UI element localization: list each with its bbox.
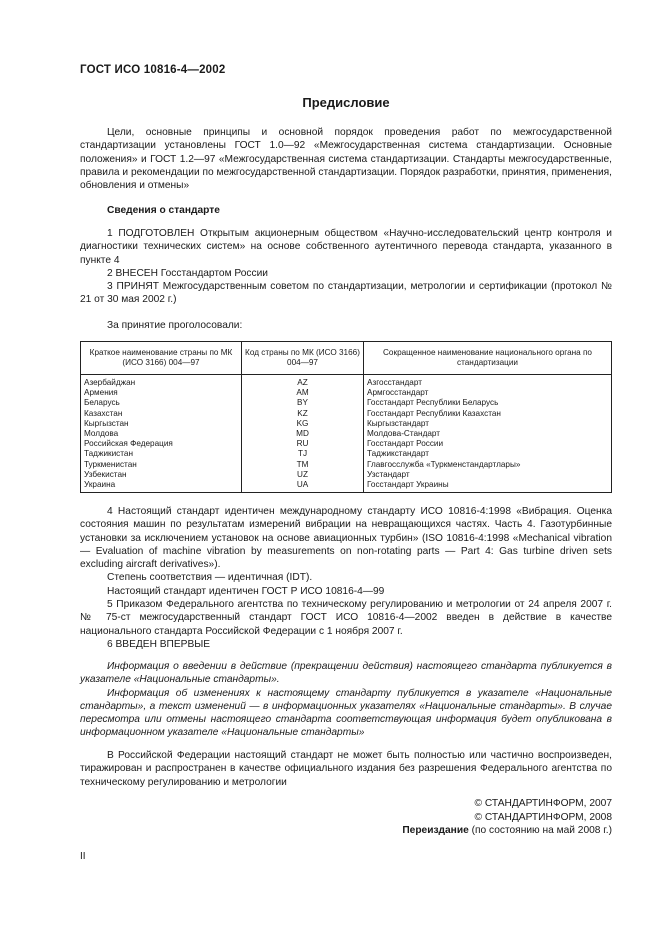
info-items-b [80,505,612,651]
standards-body: Госстандарт Украины [364,480,612,493]
standards-body: Таджикстандарт [364,449,612,459]
table-row [81,375,612,389]
standards-body: Госстандарт Республики Казахстан [364,409,612,419]
country-code: MD [242,429,364,439]
standards-body: Узстандарт [364,470,612,480]
table-row [81,419,612,429]
voted-section [80,319,612,332]
reissue-line [402,824,612,838]
info-heading: Сведения о стандарте [107,205,220,216]
intro-section [80,126,612,192]
standards-body: Кыргызстандарт [364,419,612,429]
voted-label: За принятие проголосовали: [107,320,243,331]
country-code: UA [242,480,364,493]
info-item-6: 6 ВВЕДЕН ВПЕРВЫЕ [107,638,211,650]
header-code: Код страны по МК (ИСО 3166) 004—97 [242,342,364,375]
copyright-2007: © СТАНДАРТИНФОРМ, 2007 [474,798,612,809]
note-introduction: Информация о введении в действие (прекращении действия) настоящего стандарта публикуется в указателе «Национальные стандарты». [80,661,612,686]
rf-note: В Российской Федерации настоящий стандарт не может быть полностью или частично воспроизведен, тиражирован и распространен в качестве официального издания без разрешения Федерального агентства по техническому регулированию и метрологии [80,750,612,788]
table-row [81,409,612,419]
identical-standard: Настоящий стандарт идентичен ГОСТ Р ИСО 10816-4—99 [107,585,385,597]
table-row [81,429,612,439]
info-items-a [80,227,612,307]
country-code: RU [242,439,364,449]
table-row [81,398,612,408]
country-name: Украина [81,480,242,493]
standards-body: Главгосслужба «Туркменстандартлары» [364,460,612,470]
copyright-block [402,797,612,838]
info-item-3: 3 ПРИНЯТ Межгосударственным советом по стандартизации, метрологии и сертификации (протокол № 21 от 30 мая 2002 г.) [80,281,612,306]
info-item-2: 2 ВНЕСЕН Госстандартом России [107,267,268,279]
table-row [81,449,612,459]
country-name: Туркменистан [81,460,242,470]
country-name: Армения [81,388,242,398]
standards-body: Азгосстандарт [364,375,612,389]
copyright-2008: © СТАНДАРТИНФОРМ, 2008 [474,811,612,823]
info-item-4: 4 Настоящий стандарт идентичен международному стандарту ИСО 10816-4:1998 «Вибрация. Оценка состояния машин по результатам измерений вибрации на невращающихся частях. Часть 4. Газотурбинные установки за исключением установок на основе авиационных турбин» (ISO 10816-4:1998 «Mechanical vibration — Evaluation of machine vibration by measurements on non-rotating parts — Part 4: Gas turbine driven sets excluding aircraft derivatives»). [80,506,612,571]
intro-paragraph: Цели, основные принципы и основной порядок проведения работ по межгосударственной стандартизации установлены ГОСТ 1.0—92 «Межгосударственная система стандартизации. Основные положения» и ГОСТ 1.2—97 «Межгосударственная система стандартизации. Стандарты межгосударственные, правила и рекомендации по межгосударственной стандартизации. Порядок разработки, принятия, применения, обновления и отмены» [80,127,612,192]
page-title: Предисловие [302,95,390,110]
document-header: ГОСТ ИСО 10816-4—2002 [80,64,226,76]
info-item-5: 5 Приказом Федерального агентства по техническому регулированию и метрологии от 24 апреля 2007 г. № 75-ст межгосударственный стандарт ГОСТ ИСО 10816-4—2002 введен в действие в качестве национального стандарта Российской Федерации с 1 ноября 2007 г. [80,599,612,637]
country-name: Российская Федерация [81,439,242,449]
table-row [81,480,612,493]
standards-body: Молдова-Стандарт [364,429,612,439]
conformity-degree: Степень соответствия — идентичная (IDT). [107,572,313,584]
info-item-1: 1 ПОДГОТОВЛЕН Открытым акционерным обществом «Научно-исследовательский центр контроля и диагностики технических систем» на основе собственного аутентичного перевода стандарта, указанного в пункте 4 [80,228,612,266]
country-code: AM [242,388,364,398]
standards-body: Армгосстандарт [364,388,612,398]
country-name: Молдова [81,429,242,439]
table-header-row [81,342,612,375]
country-name: Беларусь [81,398,242,408]
note-changes: Информация об изменениях к настоящему стандарту публикуется в указателе «Национальные стандарты», а текст изменений — в информационных указателях «Национальные стандарты». В случае пересмотра или отмены настоящего стандарта соответствующая информация будет опубликована в информационном указателе «Национальные стандарты» [80,687,612,739]
page-number: II [80,851,86,862]
header-body: Сокращенное наименование национального органа по стандартизации [364,342,612,375]
country-name: Азербайджан [81,375,242,389]
country-code: KG [242,419,364,429]
country-name: Таджикистан [81,449,242,459]
table-row [81,470,612,480]
reissue-label: Переиздание [402,825,469,836]
country-name: Кыргызстан [81,419,242,429]
country-code: KZ [242,409,364,419]
header-country: Краткое наименование страны по МК (ИСО 3166) 004—97 [81,342,242,375]
country-name: Казахстан [81,409,242,419]
voting-table [80,341,612,493]
country-code: TM [242,460,364,470]
country-code: UZ [242,470,364,480]
table-row [81,388,612,398]
standards-body: Госстандарт России [364,439,612,449]
table-row [81,460,612,470]
country-name: Узбекистан [81,470,242,480]
reissue-note: (по состоянию на май 2008 г.) [468,825,612,836]
publication-notes [80,660,612,740]
standards-body: Госстандарт Республики Беларусь [364,398,612,408]
country-code: AZ [242,375,364,389]
country-code: TJ [242,449,364,459]
table-row [81,439,612,449]
country-code: BY [242,398,364,408]
rf-note-section [80,749,612,789]
